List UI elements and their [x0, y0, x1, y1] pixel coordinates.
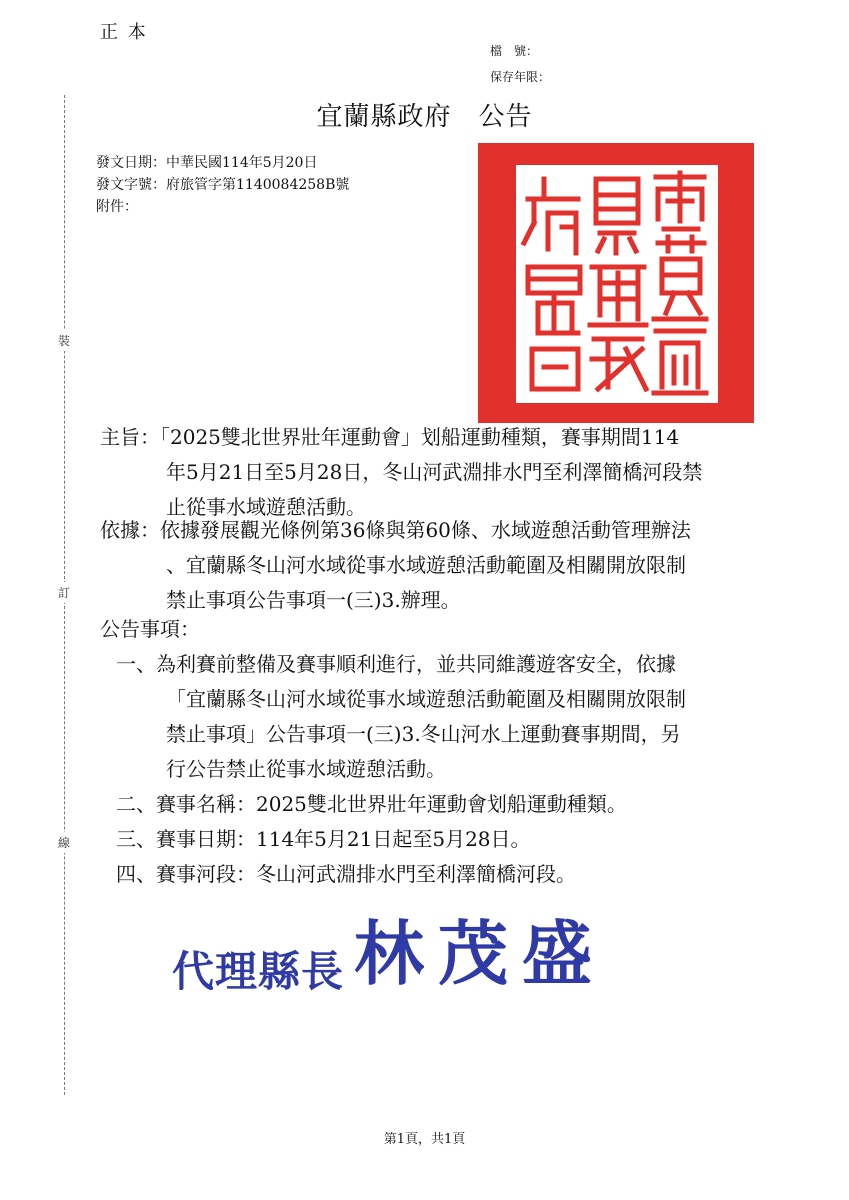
signature-title: 代理縣長 — [172, 947, 345, 996]
binding-mark-zhuang: 裝 — [58, 330, 70, 351]
seal-glyphs — [478, 143, 754, 423]
basis-line-3: 禁止事項公告事項一(三)3.辦理。 — [166, 588, 461, 612]
subject-section — [100, 420, 702, 525]
official-seal — [478, 143, 754, 423]
binding-mark-ding: 訂 — [58, 582, 70, 603]
file-meta — [490, 38, 550, 90]
basis-line-2: 、宜蘭縣冬山河水域從事水域遊憩活動範圍及相關開放限制 — [166, 553, 686, 577]
issue-info — [96, 152, 349, 218]
file-number-label: 檔 號： — [490, 44, 539, 58]
notice-heading: 公告事項： — [100, 617, 200, 641]
basis-line-1: 依據：依據發展觀光條例第36條與第60條、水域遊憩活動管理辦法 — [100, 518, 691, 542]
notice-item-4: 四、賽事河段：冬山河武淵排水門至利澤簡橋河段。 — [116, 862, 576, 886]
notice-item-1-line-1: 一、為利賽前整備及賽事順利進行，並共同維護遊客安全，依據 — [116, 652, 676, 676]
document-number: 發文字號：府旅管字第1140084258B號 — [96, 177, 350, 193]
subject-line-2: 年5月21日至5月28日，冬山河武淵排水門至利澤簡橋河段禁 — [166, 460, 703, 484]
notice-item-1-line-4: 行公告禁止從事水域遊憩活動。 — [166, 757, 446, 781]
page-number: 第1頁，共1頁 — [383, 1132, 466, 1147]
copy-mark: 正 本 — [100, 22, 148, 43]
notice-item-1-line-2: 「宜蘭縣冬山河水域從事水域遊憩活動範圍及相關開放限制 — [166, 687, 686, 711]
notice-item-1-line-3: 禁止事項」公告事項一(三)3.冬山河水上運動賽事期間，另 — [166, 722, 681, 746]
issue-date: 發文日期：中華民國114年5月20日 — [96, 155, 318, 171]
signature-name: 林茂盛 — [354, 913, 607, 995]
subject-line-3: 止從事水域遊憩活動。 — [166, 495, 366, 519]
subject-line-1: 主旨：「2025雙北世界壯年運動會」划船運動種類，賽事期間114 — [100, 425, 680, 449]
basis-section — [100, 513, 691, 618]
attachment-label: 附件： — [96, 199, 138, 215]
retention-period-label: 保存年限： — [490, 70, 551, 84]
binding-mark-xian: 線 — [58, 832, 70, 853]
notice-items — [116, 647, 686, 892]
signature-stamp — [172, 898, 606, 999]
notice-item-2: 二、賽事名稱：2025雙北世界壯年運動會划船運動種類。 — [116, 792, 627, 816]
notice-item-3: 三、賽事日期：114年5月21日起至5月28日。 — [116, 827, 531, 851]
document-title: 宜蘭縣政府 公告 — [316, 102, 533, 132]
